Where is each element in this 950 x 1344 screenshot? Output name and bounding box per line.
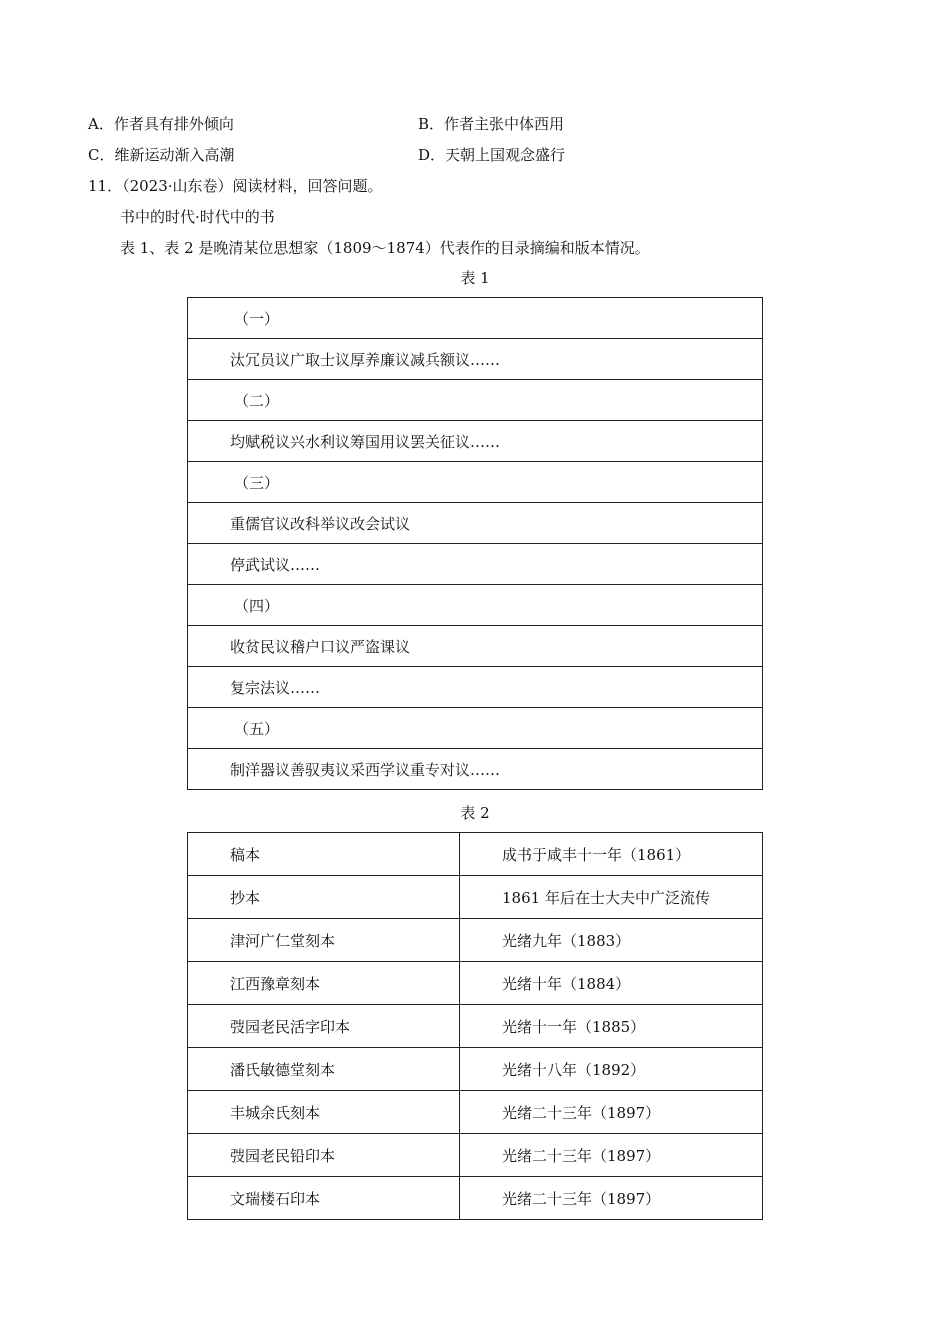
- table1-cell: 均赋税议兴水利议筹国用议罢关征议……: [188, 421, 763, 462]
- edition-cell: 江西豫章刻本: [188, 962, 460, 1005]
- edition-cell: 丰城余氏刻本: [188, 1091, 460, 1134]
- table1-cell: 收贫民议稽户口议严盗课议: [188, 626, 763, 667]
- option-a[interactable]: [88, 114, 234, 134]
- table-row: [188, 421, 763, 462]
- table-row: [188, 962, 763, 1005]
- option-b-text: 作者主张中体西用: [444, 115, 565, 133]
- table1-cell: 复宗法议……: [188, 667, 763, 708]
- table-row: [188, 833, 763, 876]
- table-row: [188, 339, 763, 380]
- question-number: 11．: [88, 177, 123, 195]
- table-row: [188, 1048, 763, 1091]
- table1-cell: （四）: [188, 585, 763, 626]
- question-source: （2023·山东卷）阅读材料，回答问题。: [122, 177, 383, 195]
- table-row: [188, 1091, 763, 1134]
- table1-cell: （五）: [188, 708, 763, 749]
- question-11-header: [88, 176, 383, 196]
- table-row: [188, 1005, 763, 1048]
- date-cell: 光绪十年（1884）: [460, 962, 763, 1005]
- table-2-editions: [187, 832, 763, 1220]
- option-c[interactable]: [88, 145, 235, 165]
- date-cell: 光绪二十三年（1897）: [460, 1134, 763, 1177]
- table-row: [188, 544, 763, 585]
- table-row: [188, 380, 763, 421]
- option-a-text: 作者具有排外倾向: [113, 115, 234, 133]
- date-cell: 1861 年后在士大夫中广泛流传: [460, 876, 763, 919]
- table1-cell: 停武试议……: [188, 544, 763, 585]
- edition-cell: 潘氏敏德堂刻本: [188, 1048, 460, 1091]
- date-cell: 光绪九年（1883）: [460, 919, 763, 962]
- option-a-letter: A．: [88, 115, 114, 133]
- table2-caption: 表 2: [460, 804, 490, 822]
- option-b-letter: B．: [418, 115, 445, 133]
- table-row: [188, 1177, 763, 1220]
- table-row: [188, 919, 763, 962]
- edition-cell: 弢园老民活字印本: [188, 1005, 460, 1048]
- edition-cell: 文瑞楼石印本: [188, 1177, 460, 1220]
- table-row: [188, 626, 763, 667]
- date-cell: 成书于咸丰十一年（1861）: [460, 833, 763, 876]
- table1-cell: （三）: [188, 462, 763, 503]
- table-row: [188, 749, 763, 790]
- table-row: [188, 708, 763, 749]
- option-c-text: 维新运动渐入高潮: [114, 146, 235, 164]
- table1-cell: 汰冗员议广取士议厚养廉议减兵额议……: [188, 339, 763, 380]
- date-cell: 光绪二十三年（1897）: [460, 1177, 763, 1220]
- edition-cell: 抄本: [188, 876, 460, 919]
- table-row: [188, 667, 763, 708]
- edition-cell: 弢园老民铅印本: [188, 1134, 460, 1177]
- table-row: [188, 876, 763, 919]
- date-cell: 光绪二十三年（1897）: [460, 1091, 763, 1134]
- date-cell: 光绪十一年（1885）: [460, 1005, 763, 1048]
- question-intro: 表 1、表 2 是晚清某位思想家（1809～1874）代表作的目录摘编和版本情况。: [120, 239, 650, 257]
- option-c-letter: C．: [88, 146, 115, 164]
- table-row: [188, 585, 763, 626]
- table1-cell: 重儒官议改科举议改会试议: [188, 503, 763, 544]
- question-subtitle: 书中的时代·时代中的书: [120, 208, 275, 226]
- table-row: [188, 1134, 763, 1177]
- edition-cell: 津河广仁堂刻本: [188, 919, 460, 962]
- edition-cell: 稿本: [188, 833, 460, 876]
- table-row: [188, 298, 763, 339]
- table-row: [188, 503, 763, 544]
- table1-cell: 制洋器议善驭夷议采西学议重专对议……: [188, 749, 763, 790]
- option-d-letter: D．: [418, 146, 446, 164]
- table-row: [188, 462, 763, 503]
- date-cell: 光绪十八年（1892）: [460, 1048, 763, 1091]
- table1-cell: （一）: [188, 298, 763, 339]
- option-d[interactable]: [418, 145, 565, 165]
- table-1-contents: [187, 297, 763, 790]
- table1-caption: 表 1: [460, 269, 490, 287]
- table1-cell: （二）: [188, 380, 763, 421]
- option-b[interactable]: [418, 114, 564, 134]
- option-d-text: 天朝上国观念盛行: [445, 146, 566, 164]
